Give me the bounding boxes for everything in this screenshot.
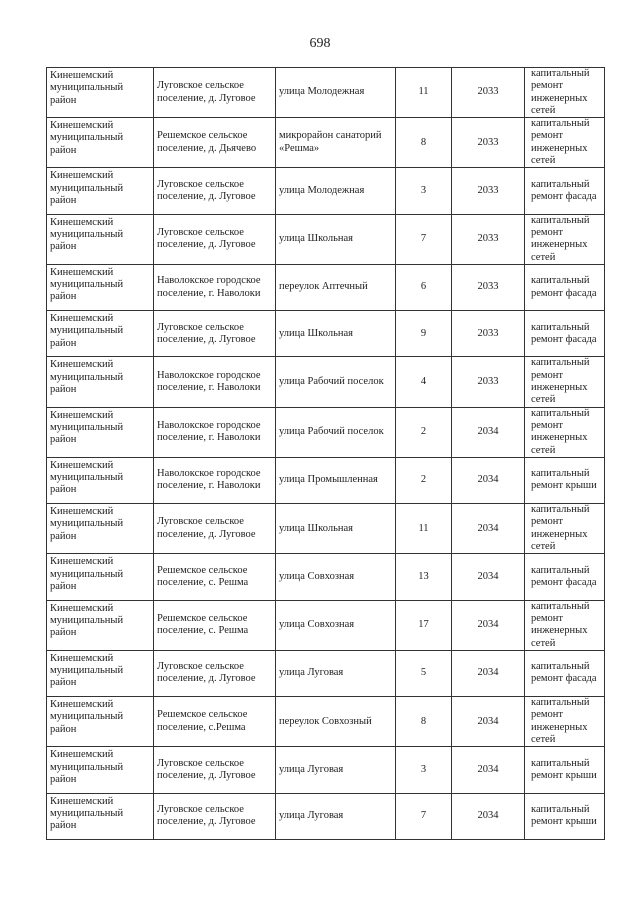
- settlement-cell: Луговское сельское поселение, д. Луговое: [154, 793, 276, 839]
- district-cell: Кинешемский муниципальный район: [47, 68, 154, 118]
- year-cell: 2034: [452, 600, 525, 650]
- street-cell: переулок Совхозный: [276, 697, 396, 747]
- street-cell: улица Луговая: [276, 793, 396, 839]
- settlement-cell: Решемское сельское поселение, с.Решма: [154, 697, 276, 747]
- table-row: [47, 504, 605, 554]
- settlement-cell: Наволокское городское поселение, г. Наволоки: [154, 264, 276, 310]
- table-row: [47, 311, 605, 357]
- work-type-cell: капитальный ремонт фасада: [525, 650, 605, 696]
- work-type-cell: капитальный ремонт фасада: [525, 311, 605, 357]
- settlement-cell: Наволокское городское поселение, г. Наволоки: [154, 407, 276, 457]
- house-number-cell: 8: [396, 697, 452, 747]
- house-number-cell: 7: [396, 214, 452, 264]
- year-cell: 2033: [452, 68, 525, 118]
- year-cell: 2033: [452, 168, 525, 214]
- year-cell: 2034: [452, 407, 525, 457]
- table-row: [47, 457, 605, 503]
- work-type-cell: капитальный ремонт инженерных сетей: [525, 214, 605, 264]
- district-cell: Кинешемский муниципальный район: [47, 747, 154, 793]
- work-type-cell: капитальный ремонт крыши: [525, 747, 605, 793]
- year-cell: 2034: [452, 650, 525, 696]
- street-cell: улица Луговая: [276, 747, 396, 793]
- repair-schedule-table: [46, 67, 605, 840]
- table-row: [47, 697, 605, 747]
- house-number-cell: 2: [396, 457, 452, 503]
- work-type-cell: капитальный ремонт инженерных сетей: [525, 68, 605, 118]
- settlement-cell: Луговское сельское поселение, д. Луговое: [154, 747, 276, 793]
- settlement-cell: Луговское сельское поселение, д. Луговое: [154, 311, 276, 357]
- settlement-cell: Наволокское городское поселение, г. Наволоки: [154, 457, 276, 503]
- house-number-cell: 9: [396, 311, 452, 357]
- district-cell: Кинешемский муниципальный район: [47, 407, 154, 457]
- year-cell: 2034: [452, 457, 525, 503]
- district-cell: Кинешемский муниципальный район: [47, 168, 154, 214]
- table-row: [47, 68, 605, 118]
- house-number-cell: 6: [396, 264, 452, 310]
- work-type-cell: капитальный ремонт инженерных сетей: [525, 118, 605, 168]
- street-cell: улица Промышленная: [276, 457, 396, 503]
- work-type-cell: капитальный ремонт инженерных сетей: [525, 697, 605, 747]
- house-number-cell: 17: [396, 600, 452, 650]
- year-cell: 2033: [452, 311, 525, 357]
- table-row: [47, 407, 605, 457]
- street-cell: улица Школьная: [276, 311, 396, 357]
- work-type-cell: капитальный ремонт крыши: [525, 793, 605, 839]
- year-cell: 2034: [452, 793, 525, 839]
- table-row: [47, 747, 605, 793]
- street-cell: улица Луговая: [276, 650, 396, 696]
- year-cell: 2033: [452, 264, 525, 310]
- table-row: [47, 650, 605, 696]
- district-cell: Кинешемский муниципальный район: [47, 457, 154, 503]
- year-cell: 2034: [452, 697, 525, 747]
- settlement-cell: Луговское сельское поселение, д. Луговое: [154, 68, 276, 118]
- house-number-cell: 4: [396, 357, 452, 407]
- work-type-cell: капитальный ремонт фасада: [525, 264, 605, 310]
- street-cell: улица Школьная: [276, 504, 396, 554]
- table-row: [47, 357, 605, 407]
- house-number-cell: 11: [396, 68, 452, 118]
- house-number-cell: 5: [396, 650, 452, 696]
- work-type-cell: капитальный ремонт крыши: [525, 457, 605, 503]
- house-number-cell: 8: [396, 118, 452, 168]
- year-cell: 2034: [452, 504, 525, 554]
- house-number-cell: 2: [396, 407, 452, 457]
- house-number-cell: 3: [396, 168, 452, 214]
- district-cell: Кинешемский муниципальный район: [47, 504, 154, 554]
- year-cell: 2034: [452, 554, 525, 600]
- street-cell: переулок Аптечный: [276, 264, 396, 310]
- year-cell: 2034: [452, 747, 525, 793]
- table-row: [47, 168, 605, 214]
- district-cell: Кинешемский муниципальный район: [47, 600, 154, 650]
- house-number-cell: 3: [396, 747, 452, 793]
- settlement-cell: Решемское сельское поселение, д. Дьячево: [154, 118, 276, 168]
- work-type-cell: капитальный ремонт инженерных сетей: [525, 407, 605, 457]
- work-type-cell: капитальный ремонт инженерных сетей: [525, 600, 605, 650]
- house-number-cell: 11: [396, 504, 452, 554]
- street-cell: микрорайон санаторий «Решма»: [276, 118, 396, 168]
- settlement-cell: Решемское сельское поселение, с. Решма: [154, 600, 276, 650]
- year-cell: 2033: [452, 214, 525, 264]
- work-type-cell: капитальный ремонт инженерных сетей: [525, 504, 605, 554]
- settlement-cell: Луговское сельское поселение, д. Луговое: [154, 168, 276, 214]
- year-cell: 2033: [452, 118, 525, 168]
- settlement-cell: Решемское сельское поселение, с. Решма: [154, 554, 276, 600]
- work-type-cell: капитальный ремонт фасада: [525, 168, 605, 214]
- district-cell: Кинешемский муниципальный район: [47, 214, 154, 264]
- street-cell: улица Рабочий поселок: [276, 357, 396, 407]
- table-row: [47, 554, 605, 600]
- settlement-cell: Луговское сельское поселение, д. Луговое: [154, 650, 276, 696]
- district-cell: Кинешемский муниципальный район: [47, 264, 154, 310]
- work-type-cell: капитальный ремонт фасада: [525, 554, 605, 600]
- table-row: [47, 214, 605, 264]
- street-cell: улица Совхозная: [276, 600, 396, 650]
- street-cell: улица Рабочий поселок: [276, 407, 396, 457]
- district-cell: Кинешемский муниципальный район: [47, 697, 154, 747]
- district-cell: Кинешемский муниципальный район: [47, 554, 154, 600]
- settlement-cell: Наволокское городское поселение, г. Наволоки: [154, 357, 276, 407]
- district-cell: Кинешемский муниципальный район: [47, 118, 154, 168]
- street-cell: улица Молодежная: [276, 168, 396, 214]
- work-type-cell: капитальный ремонт инженерных сетей: [525, 357, 605, 407]
- house-number-cell: 7: [396, 793, 452, 839]
- district-cell: Кинешемский муниципальный район: [47, 650, 154, 696]
- house-number-cell: 13: [396, 554, 452, 600]
- settlement-cell: Луговское сельское поселение, д. Луговое: [154, 504, 276, 554]
- district-cell: Кинешемский муниципальный район: [47, 311, 154, 357]
- district-cell: Кинешемский муниципальный район: [47, 793, 154, 839]
- district-cell: Кинешемский муниципальный район: [47, 357, 154, 407]
- page-number: 698: [309, 36, 331, 51]
- table-row: [47, 793, 605, 839]
- table-row: [47, 118, 605, 168]
- table-row: [47, 264, 605, 310]
- year-cell: 2033: [452, 357, 525, 407]
- street-cell: улица Молодежная: [276, 68, 396, 118]
- street-cell: улица Совхозная: [276, 554, 396, 600]
- settlement-cell: Луговское сельское поселение, д. Луговое: [154, 214, 276, 264]
- street-cell: улица Школьная: [276, 214, 396, 264]
- table-row: [47, 600, 605, 650]
